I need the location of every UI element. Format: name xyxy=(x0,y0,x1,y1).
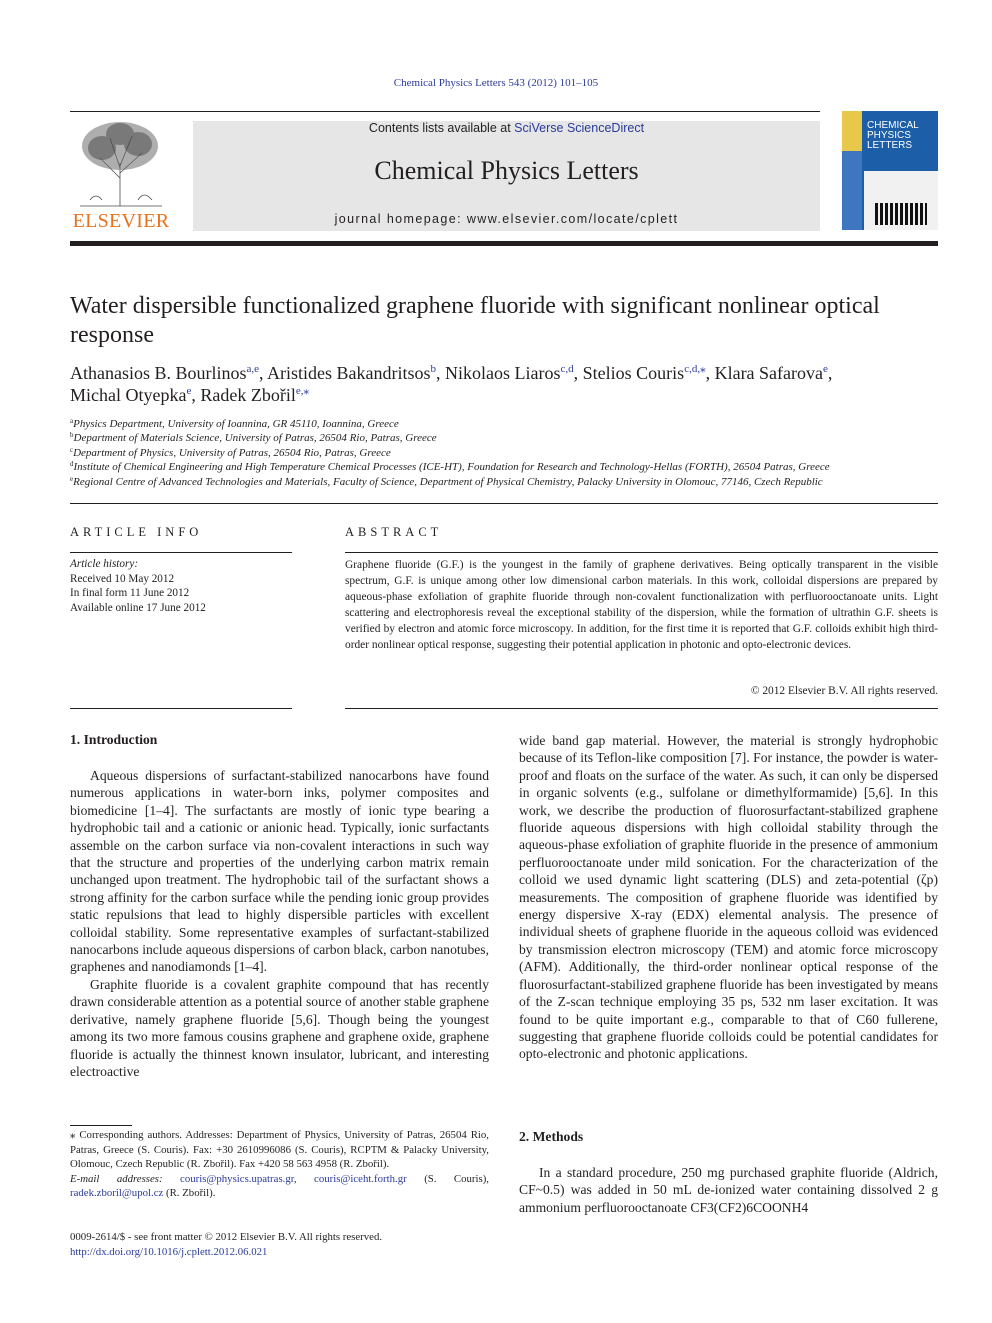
affiliation-rule xyxy=(70,503,938,504)
journal-cover-image xyxy=(842,111,938,230)
author-affiliation-marker[interactable]: e,⁎ xyxy=(295,385,309,397)
cover-barcode-graphic xyxy=(875,203,927,225)
author-name: Athanasios B. Bourlinos xyxy=(70,363,247,383)
history-item: Available online 17 June 2012 xyxy=(70,601,206,614)
cover-stripe xyxy=(842,151,862,230)
affiliation-item xyxy=(70,446,938,460)
email-link[interactable]: couris@iceht.forth.gr xyxy=(314,1172,407,1185)
body-paragraph: Aqueous dispersions of surfactant-stabilized nanocarbons have found numerous applications in water-born inks, polymer composites and biomedicine [1–4]. The surfactants are mostly of ionic type bearing a hydrophobic tail and a cationic or anionic head. Typically, ionic surfactants assemble on the carbon surface via non-covalent interactions in such way that the structure and properties of the underlying carbon matrix remain unchanged upon treatment. The hydrophobic tail of the surfactant shows a strong affinity for the carbon surface while the pending ionic group provides static repulsions that lead to highly dispersible particles with excellent colloidal stability. Some representative examples of surfactant-stabilized nanocarbons include aqueous dispersions of carbon black, carbon nanotubes, graphenes and nanodiamonds [1–4]. xyxy=(70,768,489,975)
author-name: Aristides Bakandritsos xyxy=(267,363,431,383)
cover-title-line: LETTERS xyxy=(867,140,913,151)
abstract-rule xyxy=(345,552,938,553)
author-affiliation-marker[interactable]: e xyxy=(823,363,828,375)
affiliation-text: Institute of Chemical Engineering and High Temperature Chemical Processes (ICE-HT), Foundation for Research and Technology-Hellas (FORTH), 26504 Patras, Greece xyxy=(73,461,830,474)
doi-link[interactable]: http://dx.doi.org/10.1016/j.cplett.2012.06.021 xyxy=(70,1245,268,1258)
affiliation-list xyxy=(70,417,938,489)
body-paragraph: Graphite fluoride is a covalent graphite compound that has recently drawn considerable attention as a potential source of another stable graphene derivative, namely graphene fluoride [5,6]. Though being the youngest among its two more famous cousins graphene and graphene oxide, graphene fluoride is actually the thinnest known insulator, lubricant, and interesting electroactive xyxy=(70,976,489,1079)
author-affiliation-marker[interactable]: c,d,⁎ xyxy=(684,363,706,375)
article-info-heading: ARTICLE INFO xyxy=(70,525,203,539)
elsevier-wordmark: ELSEVIER xyxy=(72,210,170,232)
abstract-text: Graphene fluoride (G.F.) is the youngest in the family of graphene derivatives. Being optically transparent in the visible spectrum, G.F. is unique among other low dimensional carbon materials. In this work, colloidal dispersions are prepared by aqueous-phase exfoliation of graphite fluoride through non-covalent functionalization with perfluorooctanoate units. Light scattering and electrophoresis reveal the exceptional stability of the dispersion, while the formation of ultrathin G.F. sheets is verified by electron and atomic force microscopy. In addition, for the first time it is reported that G.F. colloids exhibit high third-order nonlinear optical response, suggesting their potential application in photonic and opto-electronic devices. xyxy=(345,559,938,651)
footnote-rule xyxy=(70,1125,132,1126)
author-affiliation-marker[interactable]: b xyxy=(430,363,437,375)
affiliation-key: b xyxy=(70,431,74,440)
author-affiliation-marker[interactable]: e xyxy=(186,385,192,397)
body-paragraph: wide band gap material. However, the material is strongly hydrophobic because of its Teflon-like composition [7]. For instance, the powder is water-proof and floats on the surface of the water. As such, it can only be dispersed in organic solvents (e.g., sulfolane or dimethylformamide) [5,6]. In this work, we describe the production of fluorosurfactant-stabilized graphene fluoride aqueous dispersions with high colloidal stability through the aqueous-phase exfoliation of graphite fluoride in the presence of ammonium perfluorooctanoate under mild sonication. For the characterization of the colloid we used dynamic light scattering (DLS) and zeta-potential (ζp) measurements. The composition of graphene fluoride was identified by energy dispersive X-ray (EDX) elemental analysis. The presence of individual sheets of graphene fluoride in the aqueous colloid was evidenced by transmission electron microscopy (TEM) and atomic force microscopy (AFM). Additionally, the third-order nonlinear optical response of the fluorosurfactant-stabilized graphene fluoride has been investigated by means of the Z-scan technique employing 35 ps, 532 nm laser excitation. It was found to be quite important e.g., comparable to that of C60 fullerene, suggesting that graphene fluoride colloids could be potential candidates for opto-electronic and photonic applications. xyxy=(519,733,938,1062)
cover-title-line: PHYSICS xyxy=(867,130,911,141)
email-note: (R. Zbořil). xyxy=(166,1187,216,1200)
history-item: Received 10 May 2012 xyxy=(70,572,175,585)
contents-prefix: Contents lists available at xyxy=(368,121,515,135)
header-thick-rule xyxy=(70,241,938,246)
cover-title xyxy=(867,121,919,151)
affiliation-key: e xyxy=(70,474,74,483)
author-name: Nikolaos Liaros xyxy=(445,363,561,383)
body-right-column xyxy=(519,732,938,1063)
journal-homepage[interactable]: journal homepage: www.elsevier.com/locate/cplett xyxy=(334,212,679,226)
elsevier-tree-icon xyxy=(70,118,172,208)
affiliation-text: Regional Centre of Advanced Technologies and Materials, Faculty of Science, Department of Physical Chemistry, Palacky University in Olomouc, 77146, Czech Republic xyxy=(73,475,823,488)
body-left-column xyxy=(70,767,489,1080)
article-title: Water dispersible functionalized graphene fluoride with significant nonlinear optical response xyxy=(70,293,880,348)
email-label: E-mail addresses: xyxy=(70,1172,163,1185)
email-addresses: E-mail addresses: couris@physics.upatras.gr, couris@iceht.forth.gr (S. Couris), radek.zboril@upol.cz (R. Zbořil). xyxy=(70,1172,490,1200)
author-name: Radek Zbořil xyxy=(200,385,296,405)
corresponding-authors-note: ⁎ Corresponding authors. Addresses: Department of Physics, University of Patras, 26504 Rio, Patras, Greece (S. Couris). Fax: +30 2610996086 (S. Couris), RCPTM & Palacky University, Olomouc, Czech Republic (R. Zbořil). Fax +420 58 563 4958 (R. Zbořil). xyxy=(70,1129,489,1171)
affiliation-key: d xyxy=(70,460,74,469)
article-info-rule-bottom xyxy=(70,708,292,709)
email-note: (S. Couris), xyxy=(424,1172,490,1185)
affiliation-text: Department of Materials Science, University of Patras, 26504 Rio, Patras, Greece xyxy=(73,432,437,445)
contents-line xyxy=(193,121,820,135)
corresponding-author-footnote xyxy=(70,1128,489,1201)
affiliation-item xyxy=(70,417,938,431)
history-label: Article history: xyxy=(70,558,139,570)
author-name: Michal Otyepka xyxy=(70,385,187,405)
issn-line: 0009-2614/$ - see front matter © 2012 Elsevier B.V. All rights reserved. xyxy=(70,1231,383,1243)
author-affiliation-marker[interactable]: c,d xyxy=(560,363,574,375)
abstract-copyright: © 2012 Elsevier B.V. All rights reserved. xyxy=(750,685,938,697)
article-history xyxy=(70,557,292,615)
journal-name: Chemical Physics Letters xyxy=(374,156,639,185)
methods-text xyxy=(519,1164,938,1216)
affiliation-key: a xyxy=(70,417,74,425)
methods-heading: 2. Methods xyxy=(519,1129,584,1144)
email-link[interactable]: couris@physics.upatras.gr xyxy=(180,1172,294,1185)
introduction-heading: 1. Introduction xyxy=(70,732,158,747)
issn-block xyxy=(70,1230,489,1259)
affiliation-item xyxy=(70,475,938,489)
sciencedirect-link[interactable]: SciVerse ScienceDirect xyxy=(514,121,645,135)
affiliation-text: Physics Department, University of Ioannina, GR 45110, Ioannina, Greece xyxy=(73,418,399,430)
affiliation-key: c xyxy=(70,445,74,454)
cover-title-line: CHEMICAL xyxy=(867,120,919,131)
author-affiliation-marker[interactable]: a,e xyxy=(246,363,260,375)
article-info-rule xyxy=(70,552,292,553)
abstract-heading: ABSTRACT xyxy=(345,525,443,539)
affiliation-item xyxy=(70,431,938,445)
journal-citation[interactable]: Chemical Physics Letters 543 (2012) 101–105 xyxy=(393,77,599,89)
abstract-rule-bottom xyxy=(345,708,938,709)
email-link[interactable]: radek.zboril@upol.cz xyxy=(70,1187,164,1200)
header-rule xyxy=(70,111,820,112)
affiliation-text: Department of Physics, University of Patras, 26504 Rio, Patras, Greece xyxy=(73,446,391,459)
author-name: Klara Safarova xyxy=(714,363,824,383)
history-item: In final form 11 June 2012 xyxy=(70,587,190,599)
affiliation-item xyxy=(70,460,938,474)
author-name: Stelios Couris xyxy=(582,363,685,383)
body-paragraph: In a standard procedure, 250 mg purchased graphite fluoride (Aldrich, CF~0.5) was added in 50 mL de-ionized water containing dissolved 2 g ammonium perfluorooctanoate CF3(CF2)6COONH4 xyxy=(519,1165,938,1215)
author-list: Athanasios B. Bourlinos$^{a,e}$, Aristides Bakandritsos$^b$, Nikolaos Liaros$^{c,d}$, Stelios Couris$^{c,d,⁎}$, Klara Safarova$^e$, Michal Otyepka$^e$, Radek Zbořil$^{e,⁎}$ xyxy=(70,363,833,405)
